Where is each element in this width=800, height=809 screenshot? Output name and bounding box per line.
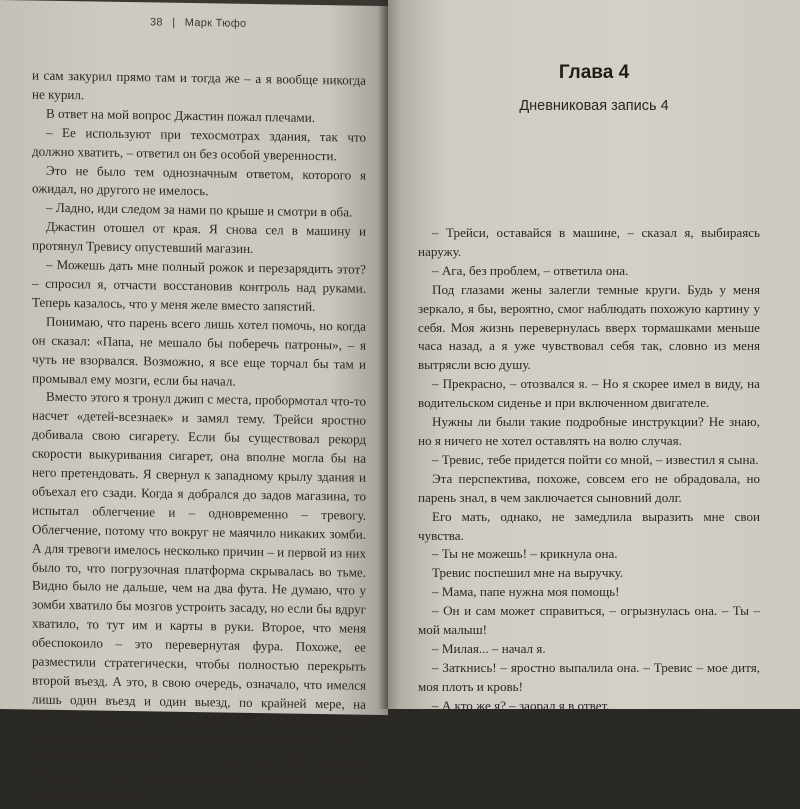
left-page [0,0,388,803]
paragraph: – Тревис, тебе придется пойти со мной, – известил я сына. [432,451,759,467]
paragraph: – А кто же я? – заорал я в ответ. [432,697,610,713]
paragraph: В ответ на мой вопрос Джастин пожал плечами. [46,105,315,125]
paragraph: – Заткнись! – яростно выпалила она. – Тревис – мое дитя, моя плоть и кровь! [418,659,760,694]
paragraph: – Прекрасно, – отозвался я. – Но я скорее имел в виду, на водительском сиденье и при включенном двигателе. [418,376,760,411]
chapter-title: Глава 4 [558,62,630,83]
paragraph: и сам закурил прямо там и тогда же – а я вообще никогда не курил. [32,67,366,103]
running-head [150,16,252,30]
running-head-separator: | [172,16,176,29]
right-page [388,0,800,713]
paragraph: Нужны ли были такие подробные инструкции? Не знаю, но я ничего не хотел оставлять на волю случая. [418,414,760,448]
paragraph: – Ее используют при техосмотрах здания, так что должно хватить, – ответил он без особой уверенности. [32,124,366,163]
paragraph: Эта перспектива, похоже, совсем его не обрадовала, но парень знал, в чем заключается сыновний долг. [418,470,760,505]
paragraph: – Мама, папе нужна моя помощь! [432,584,620,600]
paragraph: Под глазами жены залегли темные круги. Будь у меня зеркало, я бы, вероятно, смог наблюдать похожую картину у себя. Моя жизнь перевернулась вверх тормашками меньше часа назад, а я уже чувствовал себя так, словно из меня вытрясли всю душу. [418,281,760,373]
running-title: Марк Тюфо [184,16,247,30]
right-body-text [418,224,760,716]
paragraph: – Он и сам может справиться, – огрызнулась она. – Ты – мой малыш! [418,603,760,638]
paragraph: – Ага, без проблем, – ответила она. [432,262,629,278]
paragraph: Джастин отошел от края. Я снова сел в машину и протянул Тревису опустевший магазин. [32,218,366,257]
paragraph: Его мать, однако, не замедлила выразить мне свои чувства. [418,508,760,543]
paragraph: – Можешь дать мне полный рожок и перезарядить этот? – спросил я, отчасти восстановив контроль над руками. Теперь казалось, что у меня желе вместо запястий. [32,256,366,314]
paragraph: – Милая... – начал я. [432,640,546,656]
paragraph: Вместо этого я тронул джип с места, пробормотал что-то насчет «детей-всезнаек» и замял тему. Трейси яростно добивала свою сигарету. Если бы существовал рекорд скорости выкуривания сигарет, она вполне могла бы на него претендовать. Я свернул к западному крылу здания и объехал его сзади. Когда я добрался до задов магазина, то испытал облегчение и – одновременно – тревогу. Облегчение, потому что вокруг не маячило никаких зомби. А для тревоги имелось несколько причин – и первой из них было то, что погрузочная платформа скрывалась во тьме. Видно было не дальше, чем на два фута. Не думаю, что у зомби хватило бы мозгов устроить засаду, но если бы вдруг хватило, то тут им и карты в руки. Второе, что меня обеспокоило – это перевернутая фура. Похоже, ее разместили стратегически, чтобы полностью перекрыть второй въезд. А это, в свою очередь, означало, что имелся лишь один въезд и один выезд, по крайней мере, на машине. Подпорная стена высотой в шесть футов тянулась вдоль автостоянки прямо напротив здания. Конечно, всегда можно было пробежаться, но я уже видел собственными глазами, с какой вероятностью это предприятие могло увенчаться успехом. [32,389,366,803]
paragraph: Тревис поспешил мне на выручку. [432,565,624,581]
paragraph: – Ты не можешь! – крикнула она. [432,546,618,562]
paragraph: – Трейси, оставайся в машине, – сказал я, выбираясь наружу. [418,225,760,259]
page-number: 38 [150,16,163,29]
chapter-subtitle: Дневниковая запись 4 [519,98,669,114]
paragraph: Понимаю, что парень всего лишь хотел помочь, но когда он сказал: «Папа, не мешало бы поберечь патроны», – я чуть не взорвался. Возможно, я все еще торчал бы там и промывал ему мозги, если бы начал. [32,313,366,389]
left-body-text [32,67,366,809]
paragraph: – Ладно, иди следом за нами по крыше и смотри в оба. [46,200,353,220]
paragraph: Это не было тем однозначным ответом, которого я ожидал, но другого не имелось. [32,162,366,199]
